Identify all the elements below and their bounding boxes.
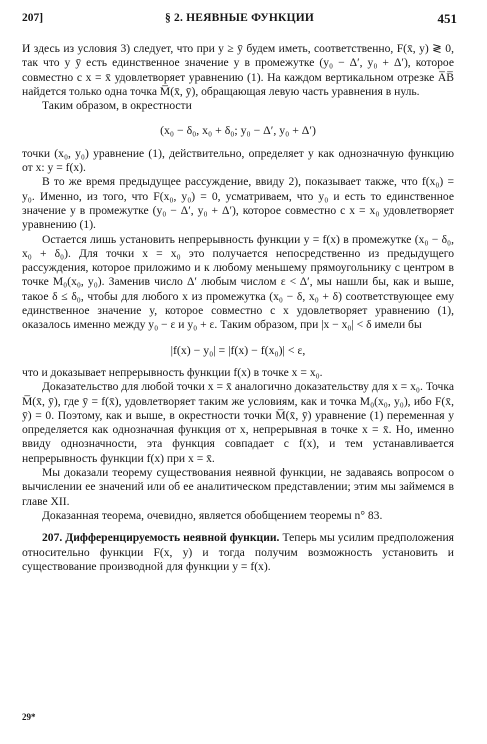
section-title: 207. Дифференцируемость неявной функции.	[42, 531, 280, 545]
paragraph: И здесь из условия 3) следует, что при y ≥ ȳ будем иметь, соответственно, F(x̄, y) ≷ 0, так что у ȳ есть единственное значение y в промежутке (y₀ − Δ′, y₀ + Δ′), которое совместно с x = x̄ удовлетворяет уравнению (1). На каждом вертикальном отрезке A̅B̅ найдется только одна точка M̅(x̄, ȳ), обращающая левую часть уравнения в нуль.	[22, 42, 454, 98]
signature-mark: 29*	[22, 712, 36, 722]
paragraph: Доказательство для любой точки x = x̄ аналогично доказательству для x = x₀. Точка M̅(x̄, ȳ), где ȳ = f(x̄), удовлетворяет таким же условиям, как и точка M₀(x₀, y₀), ибо F(x̄, ȳ) = 0. Поэтому, как и выше, в окрестности точки M̅(x̄, ȳ) уравнение (1) переменная y определяется как однозначная функция от x, непрерывная в точке x = x̄. Но, именно ввиду однозначности, эта функция совпадает с f(x), и тем устанавливается непрерывность функции f(x) при x = x̄.	[22, 380, 454, 465]
chapter-heading: § 2. НЕЯВНЫЕ ФУНКЦИИ	[164, 12, 315, 24]
paragraph: точки (x₀, y₀) уравнение (1), действительно, определяет y как однозначную функцию от x: y = f(x).	[22, 146, 454, 175]
paragraph: Доказанная теорема, очевидно, является обобщением теоремы n° 83.	[42, 508, 383, 522]
paragraph: Остается лишь установить непрерывность функции y = f(x) в промежутке (x₀ − δ₀, x₀ + δ₀). Для точки x = x₀ это получается непосредственно из предыдущего рассуждения, которое приложимо и к любому меньшему прямоугольнику с центром в точке M₀(x₀, y₀). Заменив число Δ′ любым числом ε < Δ′, мы нашли бы, как и выше, такое δ ≤ δ₀, чтобы для любого x из промежутка (x₀ − δ, x₀ + δ) соответствующее ему единственное значение y, которое совместно с x удовлетворяет уравнению (1), оказалось именно между y₀ − ε и y₀ + ε. Таким образом, при |x − x₀| < δ имели бы	[22, 232, 454, 332]
paragraph: что и доказывает непрерывность функции f(x) в точке x = x₀.	[22, 365, 323, 379]
paragraph: В то же время предыдущее рассуждение, ввиду 2), показывает также, что f(x₀) = y₀. Именно, из того, что F(x₀, y₀) = 0, усматриваем, что y₀ и есть то единственное значение y в промежутке (y₀ − Δ′, y₀ + Δ′), которое совместно с x = x₀ удовлетворяет уравнению (1).	[22, 175, 454, 232]
page-number: 451	[437, 11, 457, 26]
section-number: 207]	[22, 12, 44, 24]
section-text: Теперь мы усилим предположения относительно функции F(x, y) и тогда получим возможность установить и существование производной для функции y = f(x).	[22, 531, 455, 573]
formula-continuity: |f(x) − y₀| = |f(x) − f(x₀)| < ε,	[170, 342, 306, 357]
paragraph: Таким образом, в окрестности	[42, 99, 192, 113]
page-body	[22, 42, 454, 574]
paragraph: Мы доказали теорему существования неявной функции, не задаваясь вопросом о вычислении ее значений или об ее аналитическом представлении; этим мы займемся в главе XII.	[22, 466, 454, 508]
running-header	[22, 10, 457, 32]
section-paragraph	[22, 531, 454, 574]
formula-neighborhood: (x₀ − δ₀, x₀ + δ₀; y₀ − Δ′, y₀ + Δ′)	[160, 123, 316, 138]
